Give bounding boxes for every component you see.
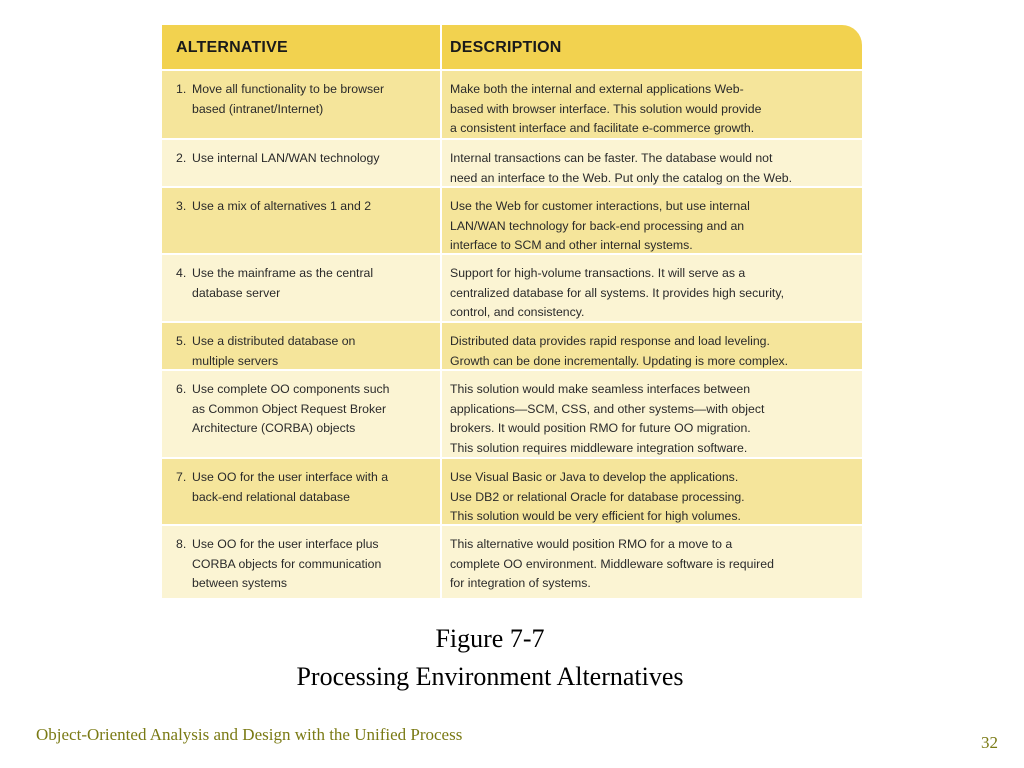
- alternative-text: Move all functionality to be browser based (intranet/Internet): [192, 82, 385, 116]
- row-number: 4.: [176, 266, 187, 280]
- description-text: This alternative would position RMO for a move to a complete OO environment. Middleware software is required for integration of systems.: [450, 537, 774, 590]
- figure-number: Figure 7-7: [435, 624, 545, 653]
- alternative-cell: [162, 255, 442, 321]
- alternative-text: Use OO for the user interface with a back-end relational database: [192, 470, 389, 504]
- alternative-text: Use a distributed database on multiple servers: [192, 334, 356, 368]
- row-number: 5.: [176, 334, 187, 348]
- description-cell: [442, 459, 862, 524]
- description-cell: [442, 140, 862, 186]
- row-number: 8.: [176, 537, 187, 551]
- header-alternative: ALTERNATIVE: [162, 25, 442, 69]
- alternative-cell: [162, 371, 442, 457]
- alternative-cell: [162, 71, 442, 138]
- alternative-cell: [162, 459, 442, 524]
- table-row: [162, 140, 862, 188]
- table-row: [162, 459, 862, 526]
- footer-course-title: Object-Oriented Analysis and Design with the Unified Process: [36, 725, 463, 744]
- alternative-text: Use OO for the user interface plus CORBA objects for communication between systems: [192, 537, 382, 590]
- alternative-text: Use a mix of alternatives 1 and 2: [192, 199, 372, 213]
- table-row: [162, 323, 862, 371]
- description-text: This solution would make seamless interfaces between applications—SCM, CSS, and other systems—with object brokers. It would position RMO for future OO migration. This solution requires middleware integration software.: [450, 382, 765, 455]
- page-number: 32: [981, 733, 998, 752]
- table-row: [162, 526, 862, 598]
- alternative-text: Use internal LAN/WAN technology: [192, 151, 380, 165]
- alternative-cell: [162, 323, 442, 369]
- description-text: Use the Web for customer interactions, but use internal LAN/WAN technology for back-end processing and an interface to SCM and other internal systems.: [450, 199, 750, 252]
- table-header: [162, 25, 862, 71]
- table-row: [162, 371, 862, 459]
- table-row: [162, 71, 862, 140]
- figure-title: Processing Environment Alternatives: [296, 662, 684, 691]
- row-number: 3.: [176, 199, 187, 213]
- description-text: Use Visual Basic or Java to develop the applications. Use DB2 or relational Oracle for database processing. This solution would be very efficient for high volumes.: [450, 470, 745, 523]
- alternative-cell: [162, 188, 442, 253]
- alternatives-table: [162, 25, 862, 598]
- description-text: Distributed data provides rapid response and load leveling. Growth can be done incrementally. Updating is more complex.: [450, 334, 789, 368]
- row-number: 2.: [176, 151, 187, 165]
- description-cell: [442, 188, 862, 253]
- description-cell: [442, 371, 862, 457]
- description-text: Support for high-volume transactions. It will serve as a centralized database for all systems. It provides high security, control, and consistency.: [450, 266, 784, 319]
- description-cell: [442, 526, 862, 598]
- description-cell: [442, 323, 862, 369]
- description-text: Internal transactions can be faster. The database would not need an interface to the Web. Put only the catalog on the Web.: [450, 151, 793, 185]
- row-number: 1.: [176, 82, 187, 96]
- table-row: [162, 255, 862, 323]
- alternative-text: Use the mainframe as the central database server: [192, 266, 374, 300]
- alternative-text: Use complete OO components such as Common Object Request Broker Architecture (CORBA) objects: [192, 382, 390, 435]
- row-number: 7.: [176, 470, 187, 484]
- table-row: [162, 188, 862, 255]
- description-cell: [442, 255, 862, 321]
- description-text: Make both the internal and external applications Web- based with browser interface. This solution would provide a consistent interface and facilitate e-commerce growth.: [450, 82, 762, 135]
- alternative-cell: [162, 526, 442, 598]
- alternative-cell: [162, 140, 442, 186]
- header-description: DESCRIPTION: [450, 39, 562, 56]
- row-number: 6.: [176, 382, 187, 396]
- description-cell: [442, 71, 862, 138]
